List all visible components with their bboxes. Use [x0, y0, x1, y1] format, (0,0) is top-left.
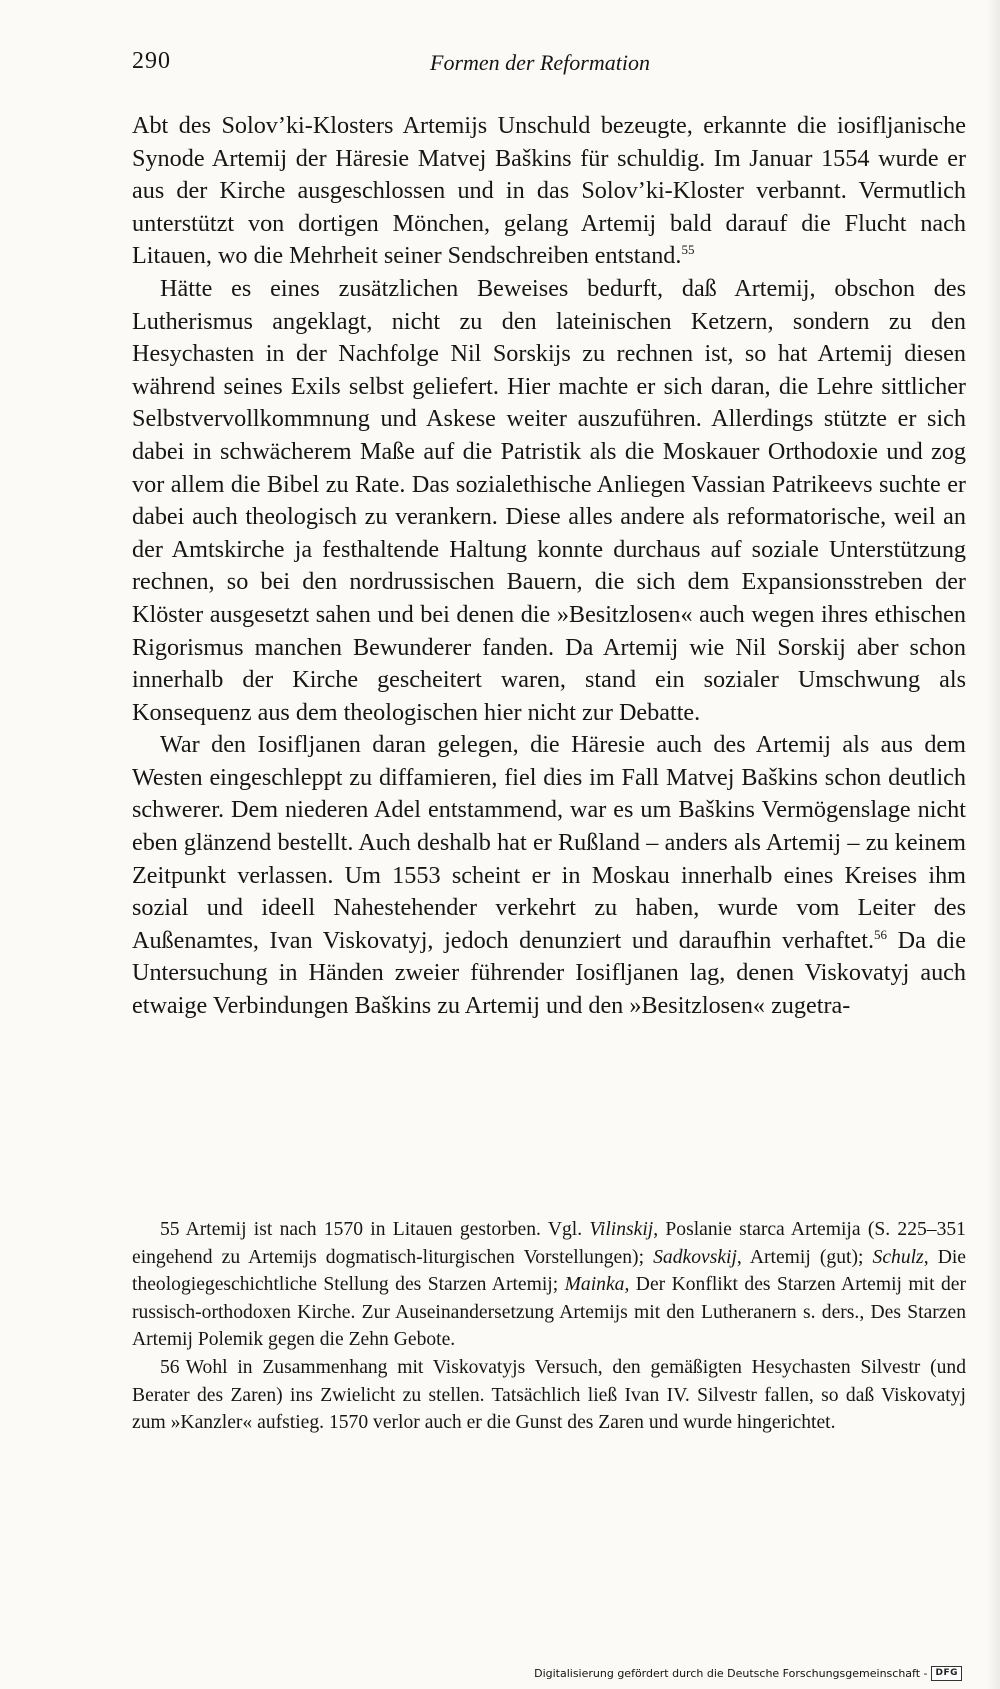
paragraph-3-text-after: Da die Untersuchung in Händen zweier führender Iosifljanen lag, denen Viskovatyj auch etwaige Verbindungen Baškins zu Artemij und den »Besitzlosen« zugetra- [132, 926, 966, 1020]
footnote-text: , Poslanie starca Artemija (S. 225–351 eingehend zu Artemijs dogmatisch-liturgischen Vorstellungen); [132, 1219, 966, 1268]
running-title: Formen der Reformation [430, 50, 650, 75]
digitization-credit [534, 1666, 962, 1681]
paragraph-3-text-before: War den Iosifljanen daran gelegen, die Häresie auch des Artemij als aus dem Westen eingeschleppt zu diffamieren, fiel dies im Fall Matvej Baškins schon deutlich schwerer. Dem niederen Adel entstammend, war es um Baškins Vermögenslage nicht eben glänzend bestellt. Auch deshalb hat er Rußland – anders als Artemij – zu keinem Zeitpunkt verlassen. Um 1553 scheint er in Moskau innerhalb eines Kreises ihm sozial und ideell Nahestehender verkehrt zu haben, wurde vom Leiter des Außenamtes, Ivan Viskovatyj, jedoch denunziert und daraufhin verhaftet. [132, 731, 966, 954]
author-name: Vilinskij [589, 1219, 654, 1240]
author-name: Mainka [564, 1274, 625, 1296]
author-name: Schulz [872, 1246, 924, 1268]
footnote-text: , Der Konflikt des Starzen Artemij mit der russisch-orthodoxen Kirche. Zur Auseinandersetzung Artemijs mit den Lutheranern s. ders., Des Starzen Artemij Polemik gegen die Zehn Gebote. [132, 1274, 966, 1351]
paragraph-1-text: Abt des Solov’ki-Klosters Artemijs Unschuld bezeugte, erkannte die iosifljanische Synode Artemij der Häresie Matvej Baškins für schuldig. Im Januar 1554 wurde er aus der Kirche ausgeschlossen und in das Solov’ki-Kloster verbannt. Vermutlich unterstützt von dortigen Mönchen, gelang Artemij bald darauf die Flucht nach Litauen, wo die Mehrheit seiner Sendschreiben entstand. [132, 112, 966, 270]
footnote-56 [132, 1354, 966, 1437]
paragraph-2: Hätte es eines zusätzlichen Beweises bedurft, daß Artemij, obschon des Lutherismus angeklagt, nicht zu den lateinischen Ketzern, sondern zu den Hesychasten in der Nachfolge Nil Sorskijs zu rechnen ist, so hat Artemij diesen während seines Exils selbst geliefert. Hier machte er sich daran, die Lehre sittlicher Selbstvervollkommnung und Askese weiter auszuführen. Allerdings stützte er sich dabei in schwächerem Maße auf die Patristik als die Moskauer Orthodoxie und zog vor allem die Bibel zu Rate. Das sozialethische Anliegen Vassian Patrikeevs suchte er dabei auch theologisch zu verankern. Diese alles andere als reformatorische, weil an der Amtskirche ja festhaltende Haltung konnte durchaus auf soziale Unterstützung rechnen, so bei den nordrussischen Bauern, die sich dem Expansionsstreben der Klöster ausgesetzt sahen und bei denen die »Besitzlosen« auch wegen ihres ethischen Rigorismus manchen Bewunderer fanden. Da Artemij wie Nil Sorskij aber schon innerhalb der Kirche gescheitert waren, stand ein sozialer Umschwung als Konsequenz aus dem theologischen hier nicht zur Debatte. [132, 274, 966, 726]
running-head [132, 48, 966, 82]
paragraph-1 [132, 110, 966, 273]
footnote-ref-55[interactable]: 55 [681, 242, 695, 258]
footnote-number: 56 [160, 1356, 180, 1378]
page-gutter-shadow [986, 0, 1000, 1689]
page-number: 290 [132, 48, 171, 74]
paragraph-3 [132, 729, 966, 1022]
footnote-number: 55 [160, 1219, 180, 1240]
dfg-logo: DFG [931, 1666, 962, 1681]
footnotes [132, 1216, 966, 1437]
footnote-text: Artemij ist nach 1570 in Litauen gestorben. Vgl. [185, 1219, 590, 1240]
footnote-ref-56[interactable]: 56 [874, 926, 888, 942]
main-text [132, 110, 966, 1023]
footnote-55 [132, 1216, 966, 1354]
credit-text: Digitalisierung gefördert durch die Deutsche Forschungsgemeinschaft - [534, 1667, 928, 1680]
footnote-text: Wohl in Zusammenhang mit Viskovatyjs Versuch, den gemäßigten Hesychasten Silvestr (und Berater des Zaren) ins Zwielicht zu stellen. Tatsächlich ließ Ivan IV. Silvestr fallen, so daß Viskovatyj zum »Kanzler« aufstieg. 1570 verlor auch er die Gunst des Zaren und wurde hingerichtet. [132, 1356, 966, 1434]
footnote-text: , Die theologiegeschichtliche Stellung des Starzen Artemij; [132, 1246, 966, 1296]
footnote-text: , Artemij (gut); [736, 1246, 873, 1268]
author-name: Sadkovskij [653, 1246, 737, 1268]
